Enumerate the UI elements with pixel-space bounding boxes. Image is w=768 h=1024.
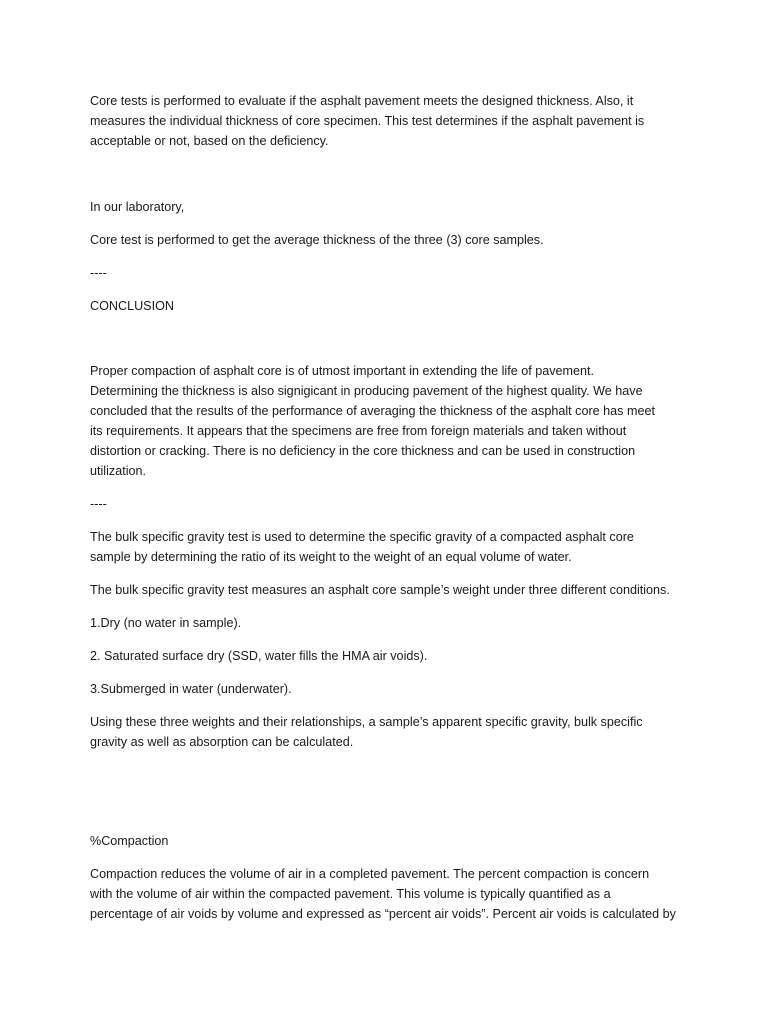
text-line: Determining the thickness is also signigicant in producing pavement of the highest quality. We have [90, 384, 643, 398]
text-line: acceptable or not, based on the deficiency. [90, 134, 329, 148]
text-line: gravity as well as absorption can be calculated. [90, 735, 354, 749]
intro-paragraph [90, 91, 680, 151]
compaction-heading: %Compaction [90, 834, 169, 848]
text-line: concluded that the results of the performance of averaging the thickness of the asphalt core has meet [90, 404, 655, 418]
separator: ---- [90, 266, 107, 280]
text-line: percentage of air voids by volume and expressed as “percent air voids”. Percent air voids is calculated by [90, 907, 676, 921]
bsg-conditions-paragraph: The bulk specific gravity test measures an asphalt core sample’s weight under three different conditions. [90, 583, 670, 597]
lab-heading: In our laboratory, [90, 200, 185, 214]
list-item: 2. Saturated surface dry (SSD, water fills the HMA air voids). [90, 649, 428, 663]
lab-paragraph: Core test is performed to get the average thickness of the three (3) core samples. [90, 233, 544, 247]
text-line: The bulk specific gravity test is used to determine the specific gravity of a compacted asphalt core [90, 530, 634, 544]
text-line: Compaction reduces the volume of air in a completed pavement. The percent compaction is concern [90, 867, 650, 881]
text-line: measures the individual thickness of core specimen. This test determines if the asphalt pavement is [90, 114, 645, 128]
conclusion-paragraph [90, 361, 680, 481]
text-line: Core tests is performed to evaluate if the asphalt pavement meets the designed thickness. Also, it [90, 94, 634, 108]
text-line: distortion or cracking. There is no deficiency in the core thickness and can be used in construction [90, 444, 636, 458]
list-item: 1.Dry (no water in sample). [90, 616, 242, 630]
bsg-paragraph [90, 527, 680, 567]
conclusion-heading: CONCLUSION [90, 299, 174, 313]
separator: ---- [90, 497, 107, 511]
text-line: Proper compaction of asphalt core is of utmost important in extending the life of pavement. [90, 364, 595, 378]
text-line: Using these three weights and their relationships, a sample’s apparent specific gravity, bulk specific [90, 715, 643, 729]
text-line: sample by determining the ratio of its weight to the weight of an equal volume of water. [90, 550, 572, 564]
weights-paragraph [90, 712, 680, 752]
text-line: utilization. [90, 464, 147, 478]
text-line: its requirements. It appears that the specimens are free from foreign materials and taken without [90, 424, 627, 438]
list-item: 3.Submerged in water (underwater). [90, 682, 292, 696]
compaction-paragraph [90, 864, 680, 924]
text-line: with the volume of air within the compacted pavement. This volume is typically quantified as a [90, 887, 611, 901]
